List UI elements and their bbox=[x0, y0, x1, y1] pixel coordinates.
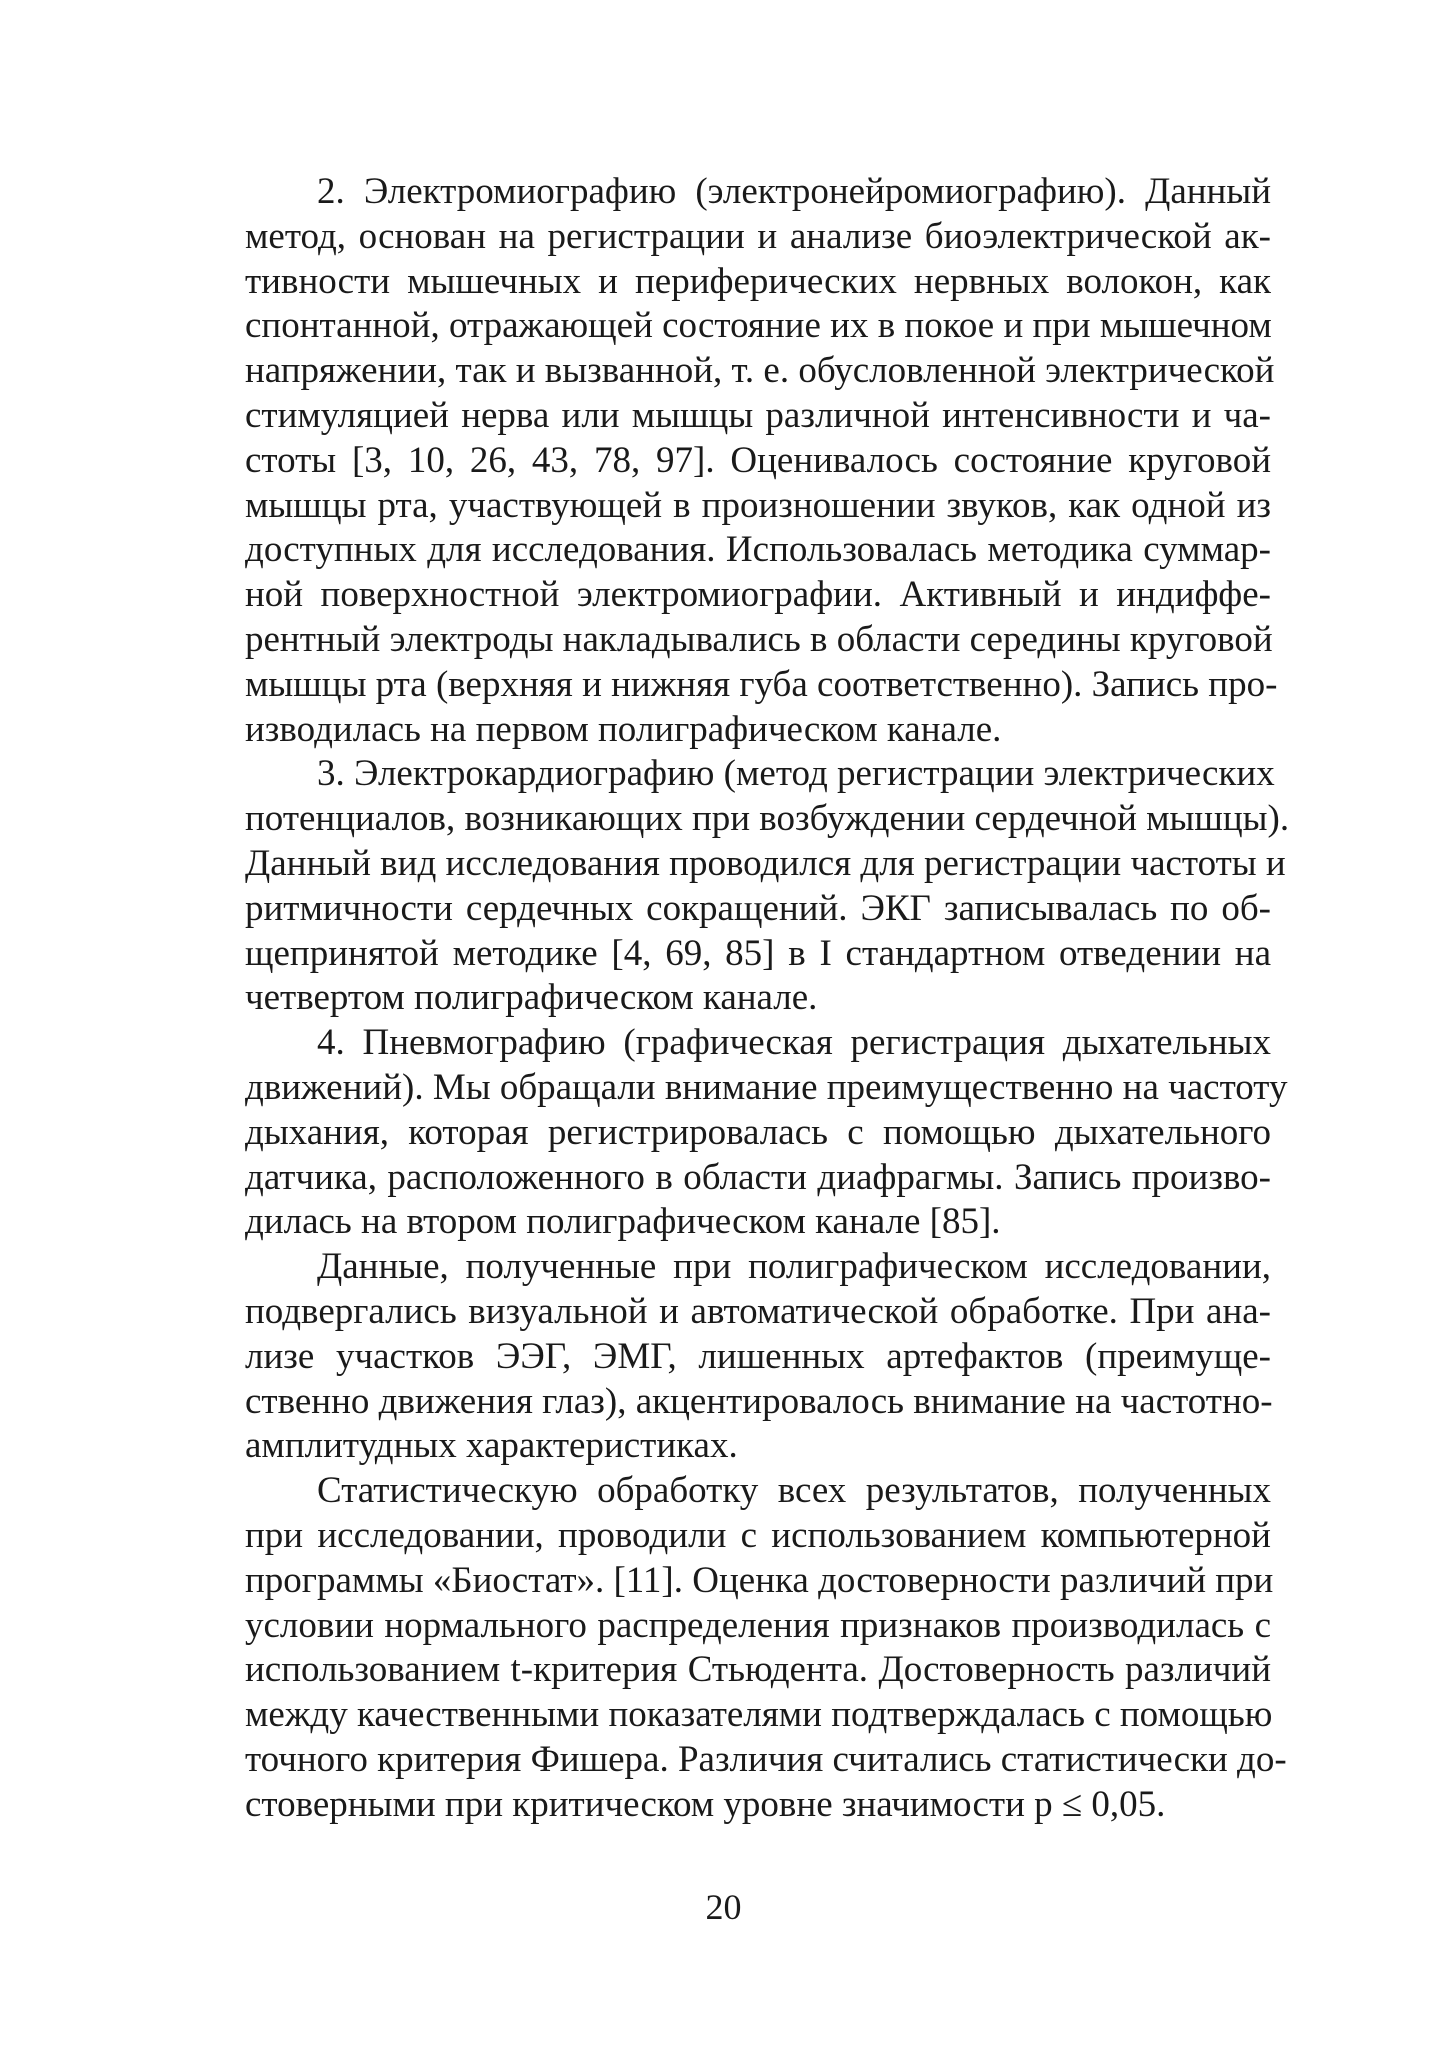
text-line: дыхания, которая регистрировалась с помощью дыхательного bbox=[245, 1111, 1271, 1153]
text-line: подвергались визуальной и автоматической обработке. При ана- bbox=[245, 1290, 1271, 1332]
text-line: Данный вид исследования проводился для регистрации частоты и bbox=[245, 842, 1286, 884]
text-line: использованием t-критерия Стьюдента. Достоверность различий bbox=[245, 1649, 1271, 1691]
text-line: ной поверхностной электромиографии. Активный и индиффе- bbox=[245, 574, 1271, 616]
text-line: 2. Электромиографию (электронейромиографию). Данный bbox=[317, 171, 1271, 212]
text-line: тивности мышечных и периферических нервных волокон, как bbox=[245, 260, 1271, 302]
text-line: мышцы рта, участвующей в произношении звуков, как одной из bbox=[245, 484, 1271, 526]
paragraph-electrocardiography bbox=[173, 752, 1290, 1021]
text-line: дилась на втором полиграфическом канале [85]. bbox=[245, 1201, 1001, 1243]
page-number: 20 bbox=[705, 1887, 742, 1927]
text-line: датчика, расположенного в области диафрагмы. Запись произво- bbox=[245, 1156, 1271, 1198]
text-line: стимуляцией нерва или мышцы различной интенсивности и ча- bbox=[245, 394, 1271, 436]
text-line: 4. Пневмографию (графическая регистрация дыхательных bbox=[317, 1022, 1271, 1064]
text-line: Статистическую обработку всех результатов, полученных bbox=[317, 1470, 1271, 1512]
text-line: щепринятой методике [4, 69, 85] в I стандартном отведении на bbox=[245, 932, 1271, 974]
text-line: Данные, полученные при полиграфическом исследовании, bbox=[317, 1246, 1271, 1288]
text-line: ственно движения глаз), акцентировалось внимание на частотно- bbox=[245, 1380, 1273, 1422]
text-line: спонтанной, отражающей состояние их в покое и при мышечном bbox=[245, 305, 1272, 347]
text-line: изводилась на первом полиграфическом канале. bbox=[245, 708, 1002, 750]
text-line: четвертом полиграфическом канале. bbox=[245, 977, 818, 1019]
paragraph-pneumography bbox=[173, 1021, 1288, 1245]
text-line: 3. Электрокардиографию (метод регистрации электрических bbox=[317, 753, 1275, 795]
text-line: стоверными при критическом уровне значимости p ≤ 0,05. bbox=[245, 1783, 1166, 1825]
text-line: движений). Мы обращали внимание преимущественно на частоту bbox=[245, 1066, 1288, 1108]
paragraph-data-processing bbox=[173, 1245, 1271, 1469]
text-line: мышцы рта (верхняя и нижняя губа соответственно). Запись про- bbox=[245, 663, 1278, 705]
text-line: потенциалов, возникающих при возбуждении сердечной мышцы). bbox=[245, 798, 1290, 840]
text-line: ритмичности сердечных сокращений. ЭКГ записывалась по об- bbox=[245, 887, 1271, 929]
paragraph-electromyography bbox=[173, 170, 1278, 752]
text-line: условии нормального распределения признаков производилась с bbox=[245, 1604, 1271, 1646]
text-line: амплитудных характеристиках. bbox=[245, 1425, 738, 1467]
text-line: при исследовании, проводили с использованием компьютерной bbox=[245, 1514, 1271, 1556]
text-line: доступных для исследования. Использовалась методика суммар- bbox=[245, 529, 1271, 571]
text-line: метод, основан на регистрации и анализе биоэлектрической ак- bbox=[245, 215, 1271, 257]
text-line: рентный электроды накладывались в области середины круговой bbox=[245, 618, 1273, 660]
text-line: программы «Биостат». [11]. Оценка достоверности различий при bbox=[245, 1559, 1274, 1601]
text-line: между качественными показателями подтверждалась с помощью bbox=[245, 1694, 1273, 1736]
body-text bbox=[173, 170, 1290, 1827]
paragraph-statistics bbox=[173, 1469, 1287, 1827]
text-line: точного критерия Фишера. Различия считались статистически до- bbox=[245, 1738, 1287, 1780]
text-line: лизе участков ЭЭГ, ЭМГ, лишенных артефактов (преимуще- bbox=[245, 1335, 1271, 1377]
text-line: стоты [3, 10, 26, 43, 78, 97]. Оценивалось состояние круговой bbox=[245, 439, 1271, 481]
text-line: напряжении, так и вызванной, т. е. обусловленной электрической bbox=[245, 350, 1275, 392]
